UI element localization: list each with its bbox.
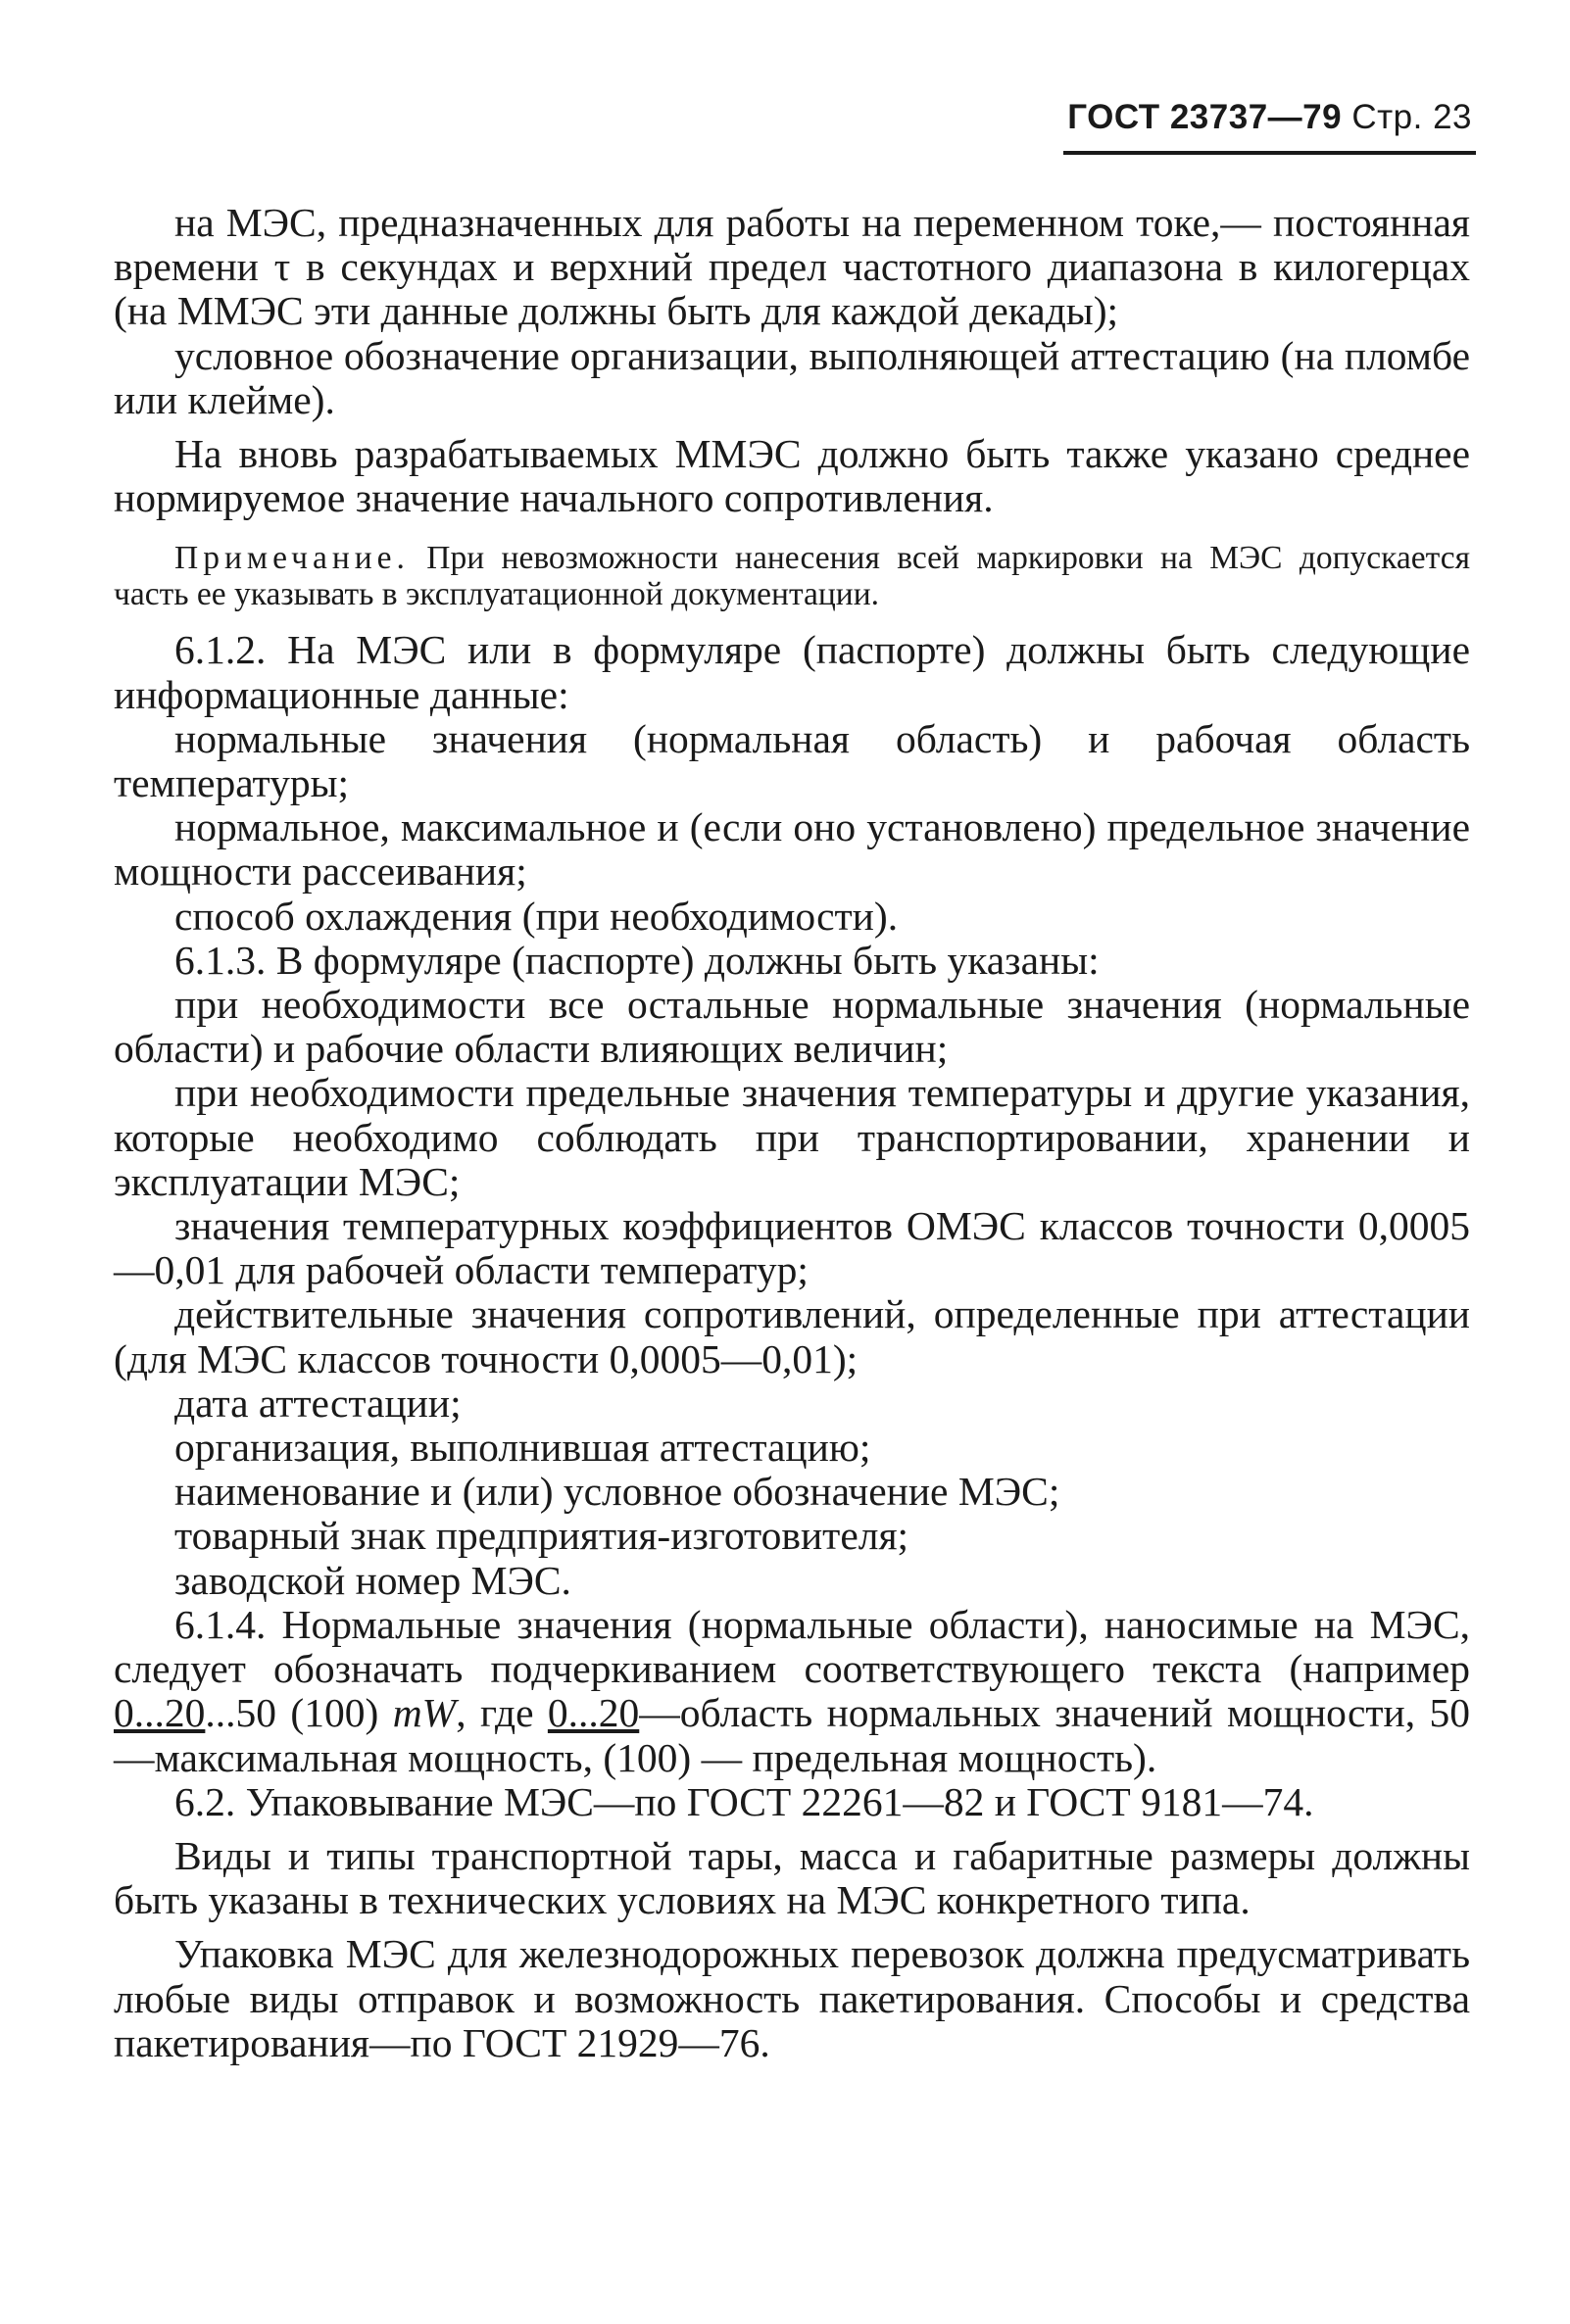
section-614 — [114, 1603, 1470, 1780]
list-item: нормальные значения (нормальная область) и рабочая область температуры; — [114, 715, 1470, 806]
list-item: нормальное, максимальное и (если оно установлено) предельное значение мощности рассеивания; — [114, 804, 1470, 895]
list-item: товарный знак предприятия-изготовителя; — [174, 1513, 909, 1559]
text-span: —область нормальных значений мощности, 50—максимальная мощность, (100) — предельная мощность). — [114, 1690, 1470, 1780]
list-item: наименование и (или) условное обозначение МЭС; — [174, 1469, 1060, 1515]
text-span: , где — [456, 1690, 548, 1736]
list-item: организация, выполнившая аттестацию; — [174, 1425, 871, 1471]
paragraph: На вновь разрабатываемых ММЭС должно быть также указано среднее нормируемое значение начального сопротивления. — [114, 431, 1470, 521]
paragraph: Упаковка МЭС для железнодорожных перевозок должна предусматривать любые виды отправок и возможность пакетирования. Способы и средства пакетирования—по ГОСТ 21929—76. — [114, 1931, 1470, 2065]
list-item: при необходимости предельные значения температуры и другие указания, которые необходимо соблюдать при транспортировании, хранении и эксплуатации МЭС; — [114, 1070, 1470, 1204]
underlined-example: 0...20 — [547, 1690, 640, 1736]
paragraph: на МЭС, предназначенных для работы на переменном токе,— постоянная времени τ в секундах и верхний предел частотного диапазона в килогерцах (на ММЭС эти данные должны быть для каждой декады); — [114, 200, 1470, 334]
paragraph: условное обозначение организации, выполняющей аттестацию (на пломбе или клейме). — [114, 332, 1470, 422]
text-span: 6.1.4. Нормальные значения (нормальные области), наносимые на МЭС, следует обозначать подчеркиванием соответствующего текста (например — [114, 1601, 1470, 1692]
text-span: ...50 (100) — [205, 1690, 393, 1736]
note-label: Примечание. — [174, 540, 410, 577]
underlined-example: 0...20 — [114, 1690, 206, 1736]
section-heading: 6.1.3. В формуляре (паспорте) должны быть указаны: — [174, 937, 1100, 983]
page-number: Стр. 23 — [1351, 98, 1472, 136]
unit-symbol: mW — [392, 1690, 457, 1736]
section-heading: 6.1.2. На МЭС или в формуляре (паспорте) должны быть следующие информационные данные: — [114, 627, 1470, 717]
list-item: способ охлаждения (при необходимости). — [174, 893, 899, 939]
gost-number: ГОСТ 23737—79 — [1067, 98, 1343, 136]
list-item: при необходимости все остальные нормальные значения (нормальные области) и рабочие области влияющих величин; — [114, 982, 1470, 1072]
section-heading: 6.2. Упаковывание МЭС—по ГОСТ 22261—82 и ГОСТ 9181—74. — [174, 1778, 1314, 1824]
header-rule — [1063, 151, 1476, 155]
list-item: действительные значения сопротивлений, определенные при аттестации (для МЭС классов точности 0,0005—0,01); — [114, 1291, 1470, 1381]
list-item: заводской номер МЭС. — [174, 1557, 571, 1603]
note-text: При невозможности нанесения всей маркировки на МЭС допускается часть ее указывать в эксплуатационной документации. — [114, 540, 1470, 613]
list-item: дата аттестации; — [174, 1380, 462, 1426]
note — [114, 540, 1470, 612]
document-body — [114, 201, 1470, 2065]
paragraph: Виды и типы транспортной тары, масса и габаритные размеры должны быть указаны в технических условиях на МЭС конкретного типа. — [114, 1832, 1470, 1923]
list-item: значения температурных коэффициентов ОМЭС классов точности 0,0005—0,01 для рабочей области температур; — [114, 1203, 1470, 1293]
page-header — [1067, 98, 1472, 137]
